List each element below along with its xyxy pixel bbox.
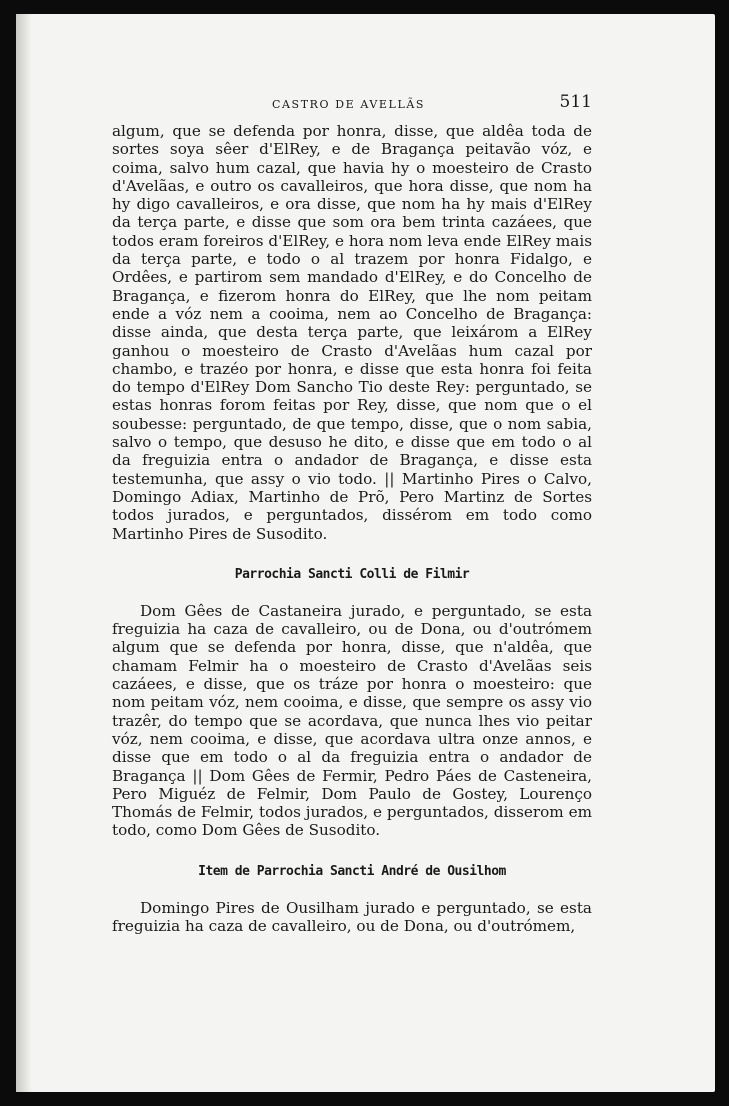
running-title: CASTRO DE AVELLÃS [272, 98, 426, 111]
paragraph: Dom Gêes de Castaneira jurado, e perguntado, se esta freguizia ha caza de cavalleiro, ou de Dona, ou d'outrómem algum que se defenda por honra, disse, que n'aldêa, que chamam Felmir ha o moesteiro de Crasto d'Avelãas seis cazáees, e disse, que os tráze por honra o moesteiro: que nom peitam vóz, nem cooima, e disse, que sempre os assy vio trazêr, do tempo que se acordava, que nunca lhes vio peitar vóz, nem cooima, e disse, que acordava ultra onze annos, e disse que em todo o al da freguizia entra o andador de Bragança || Dom Gêes de Fermir, Pedro Páes de Casteneira, Pero Miguéz de Felmir, Dom Paulo de Gostey, Lourenço Thomás de Felmir, todos jurados, e perguntados, disserom em todo, como Dom Gêes de Susodito. [112, 601, 592, 840]
section-heading: Item de Parrochia Sancti André de Ousilhom [198, 863, 506, 879]
paragraph: Domingo Pires de Ousilham jurado e perguntado, se esta freguizia ha caza de cavalleiro, ou de Dona, ou d'outrómem, [112, 898, 592, 935]
paper-shadow [16, 14, 32, 1092]
paragraph: algum, que se defenda por honra, disse, que aldêa toda de sortes soya sêer d'ElRey, e de Bragança peitavão vóz, e coima, salvo hum cazal, que havia hy o moesteiro de Crasto d'Avelãas, e outro os cavalleiros, que hora disse, que nom ha hy digo cavalleiros, e ora disse, que nom ha hy mais d'ElRey da terça parte, e disse que som ora bem trinta cazáees, que todos eram foreiros d'ElRey, e hora nom leva ende ElRey mais da terça parte, e todo o al trazem por honra Fidalgo, e Ordêes, e partirom sem mandado d'ElRey, e do Concelho de Bragança, e fizerom honra do ElRey, que lhe nom peitam ende a vóz nem a cooima, nem ao Concelho de Bragança: disse ainda, que desta terça parte, que leixárom a ElRey ganhou o moesteiro de Crasto d'Avelãas hum cazal por chambo, e trazéo por honra, e disse que esta honra foi feita do tempo d'ElRey Dom Sancho Tio deste Rey: perguntado, se estas honras forom feitas por Rey, disse, que nom que o el soubesse: perguntado, de que tempo, disse, que o nom sabia, salvo o tempo, que desuso he dito, e disse que em todo o al da freguizia entra o andador de Bragança, e disse esta testemunha, que assy o vio todo. || Martinho Pires o Calvo, Domingo Adiax, Martinho de Prõ, Pero Martinz de Sortes todos jurados, e perguntados, dissérom em todo como Martinho Pires de Susodito. [112, 122, 592, 543]
section-heading: Parrochia Sancti Colli de Filmir [234, 566, 470, 582]
running-head [112, 92, 592, 122]
page-content [112, 92, 592, 935]
page-number: 511 [559, 92, 592, 112]
